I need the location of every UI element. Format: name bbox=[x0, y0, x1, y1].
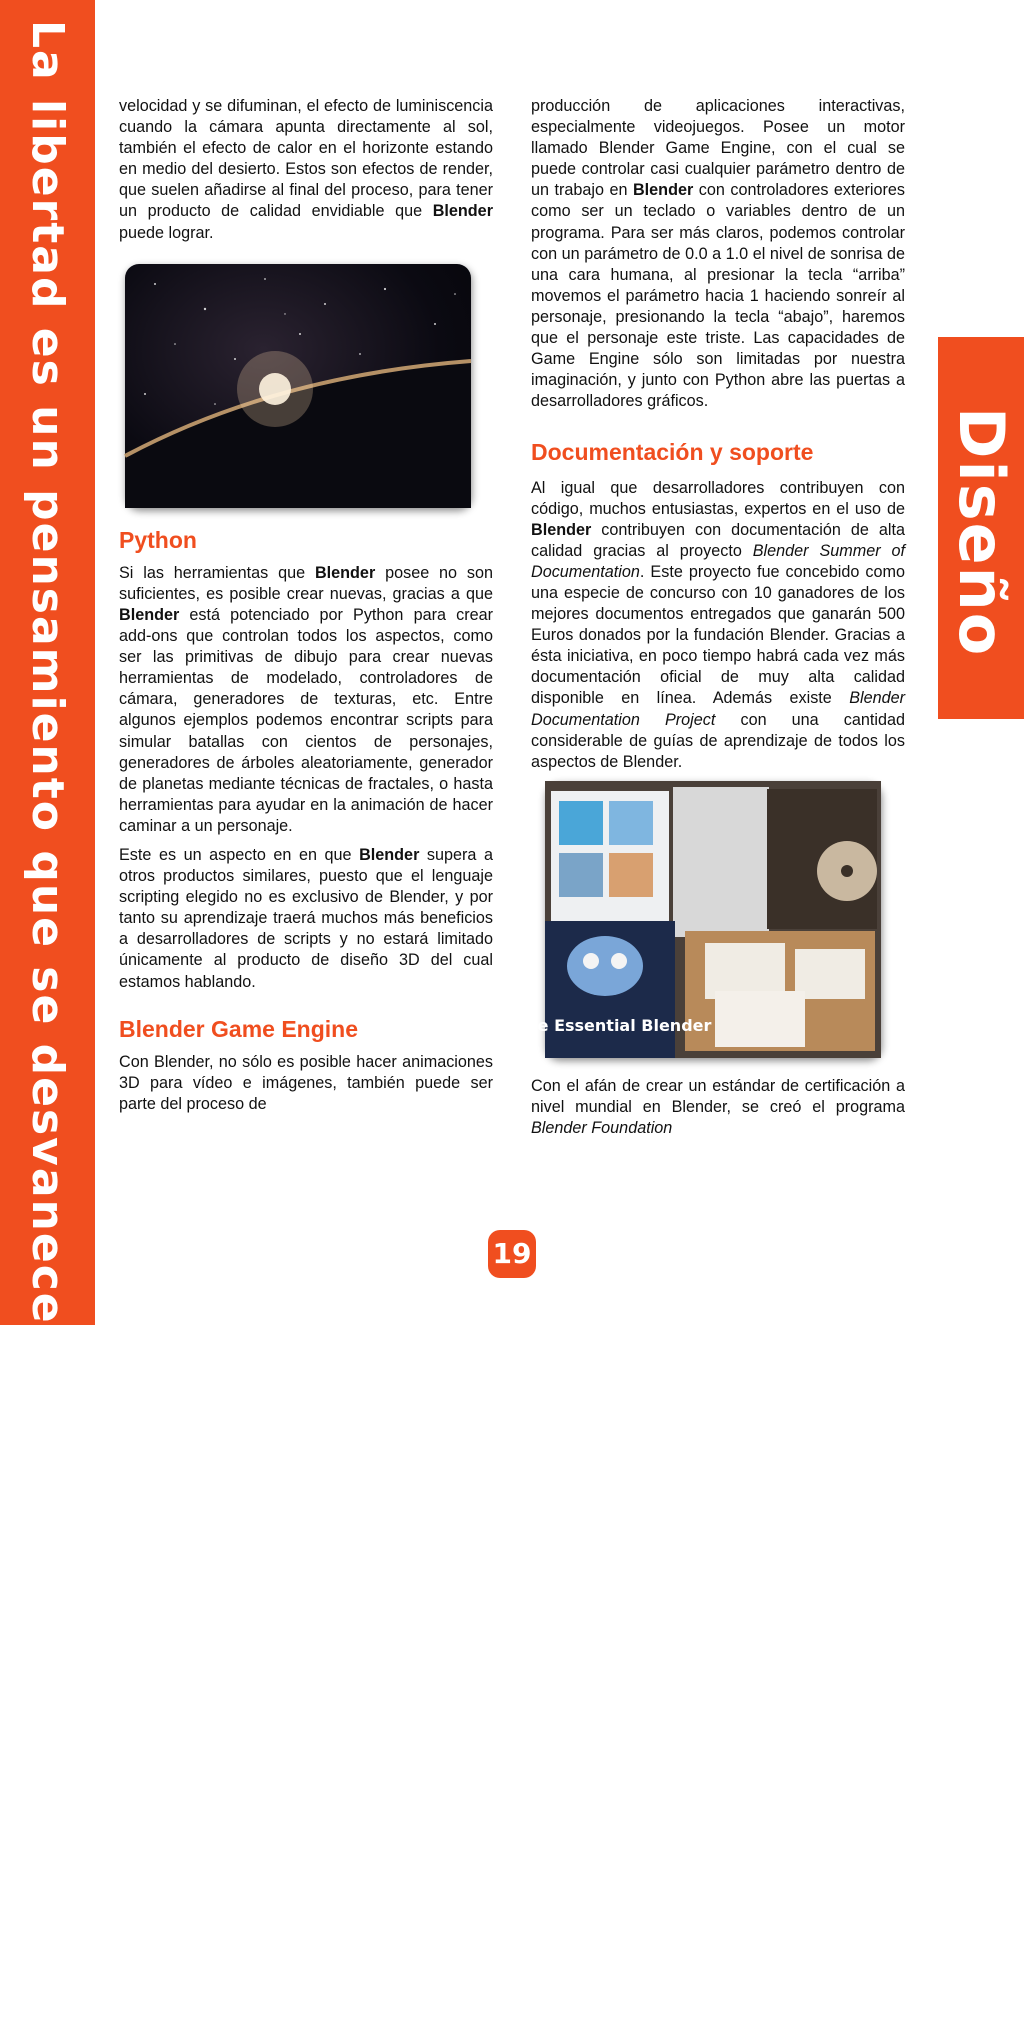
python-heading: Python bbox=[119, 526, 197, 553]
intro-paragraph: velocidad y se difuminan, el efecto de luminiscencia cuando la cámara apunta directamente al sol, también el efecto de calor en el horizonte estando en medio del desierto. Estos son efectos de render, que suelen añadirse al final del proceso, para tener un producto de calidad envidiable que Blender puede lograr. bbox=[119, 97, 493, 242]
blender-books-illustration bbox=[518, 781, 881, 1058]
blender-books-image bbox=[518, 781, 881, 1058]
python-paragraph-2: Este es un aspecto en en que Blender supera a otros productos similares, puesto que el lenguaje scripting elegido no es exclusivo de Blender, y por tanto su aprendizaje traerá muchos más beneficios a desarrolladores de scripts y no estará limitado únicamente al producto de diseño 3D del cual estamos hablando. bbox=[119, 845, 493, 991]
section-tab-label: Diseño bbox=[945, 407, 1018, 658]
space-sunrise-illustration bbox=[125, 264, 471, 508]
game-engine-heading: Blender Game Engine bbox=[119, 1015, 359, 1042]
left-column bbox=[119, 96, 493, 1123]
documentation-heading: Documentación y soporte bbox=[531, 439, 814, 466]
game-engine-paragraph: Con Blender, no sólo es posible hacer animaciones 3D para vídeo e imágenes, también puede ser parte del proceso de bbox=[119, 1052, 493, 1113]
documentation-paragraph: Al igual que desarrolladores contribuyen con código, muchos entusiastas, expertos en el uso de Blender contribuyen con documentación de alta calidad gracias al proyecto Blender Summer of Documentation. Este proyecto fue concebido como una especie de concurso con 10 ganadores de los mejores documentos entregados que ganarán 500 Euros donados por la fundación Blender. Gracias a ésta iniciativa, en poco tiempo habrá cada vez más documentación oficial de muy alta calidad disponible en línea. Además existe Blender Documentation Project con una cantidad considerable de guías de aprendizaje de todos los aspectos de Blender. bbox=[531, 478, 905, 771]
banner-quote: La libertad es un pensamiento que se desvanece en el pozo de la sociedad bbox=[22, 20, 73, 2018]
game-engine-continued-paragraph: producción de aplicaciones interactivas, especialmente videojuegos. Posee un motor llamado Blender Game Engine, con el cual se puede controlar casi cualquier parámetro dentro de un trabajo en Blender con controladores exteriores como ser un teclado o variables dentro de un programa. Para ser más claros, podemos controlar con un parámetro de 0.0 a 1.0 el nivel de sonrisa de una cara humana, al presionar la tecla “arriba” movemos el parámetro hacia 1 haciendo sonreír al personaje, presionando la tecla “abajo”, haremos que el personaje este triste. Las capacidades de Game Engine sólo son limitadas por nuestra imaginación, y junto con Python abre las puertas a desarrolladores gráficos. bbox=[531, 97, 905, 411]
book-cover-title: the Essential Blender bbox=[518, 1015, 712, 1035]
page-number: 19 bbox=[488, 1230, 536, 1278]
left-banner bbox=[0, 0, 95, 2018]
python-paragraph-1: Si las herramientas que Blender posee no son suficientes, es posible crear nuevas, gracias a que Blender está potenciado por Python para crear add-ons que controlan todos los aspectos, como ser las primitivas de dibujo para crear nuevas herramientas de modelado, controladores de cámara, generadores de texturas, etc. Entre algunos ejemplos podemos encontrar scripts para simular batallas con cientos de personajes, generadores de árboles aleatoriamente, generador de planetas mediante técnicas de fractales, o hasta herramientas para ayudar en la animación de hacer caminar a un personaje. bbox=[119, 563, 494, 835]
section-tab bbox=[938, 337, 1024, 719]
space-sunrise-image bbox=[125, 264, 471, 508]
closing-paragraph: Con el afán de crear un estándar de certificación a nivel mundial en Blender, se creó el programa Blender Foundation bbox=[531, 1076, 905, 1137]
right-column bbox=[518, 96, 905, 1147]
